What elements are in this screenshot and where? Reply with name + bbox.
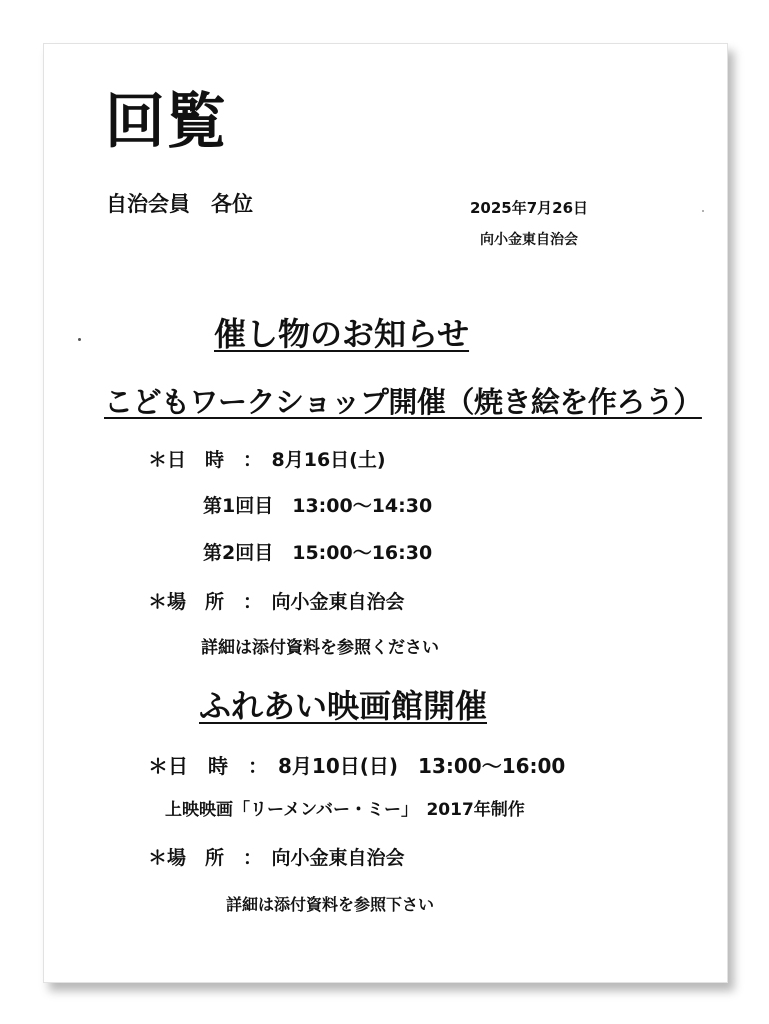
cinema-place-line: ＊場 所 ： 向小金東自治会 — [148, 847, 405, 869]
workshop-place-line: ＊場 所 ： 向小金東自治会 — [148, 591, 405, 613]
workshop-date-line: ＊日 時 ： 8月16日(土) — [148, 449, 386, 471]
workshop-session-1: 第1回目 13:00～14:30 — [203, 495, 433, 517]
cinema-note: 詳細は添付資料を参照下さい — [226, 895, 435, 914]
issue-date: 2025年7月26日 — [470, 199, 589, 217]
cinema-date-line: ＊日 時 ： 8月10日(日) 13:00～16:00 — [148, 754, 566, 778]
organization-name: 向小金東自治会 — [480, 232, 578, 248]
cinema-heading: ふれあい映画館開催 — [199, 687, 488, 725]
scan-speck — [702, 210, 704, 212]
cinema-movie-line: 上映映画「リーメンバー・ミー」 2017年制作 — [165, 800, 525, 820]
workshop-heading: こどもワークショップ開催（焼き絵を作ろう） — [104, 385, 702, 419]
workshop-note: 詳細は添付資料を参照ください — [201, 638, 439, 658]
workshop-session-2: 第2回目 15:00～16:30 — [203, 542, 433, 564]
document-title: 回覧 — [105, 87, 227, 157]
main-heading: 催し物のお知らせ — [214, 315, 470, 353]
scan-speck — [78, 338, 81, 341]
addressee: 自治会員 各位 — [106, 192, 253, 216]
